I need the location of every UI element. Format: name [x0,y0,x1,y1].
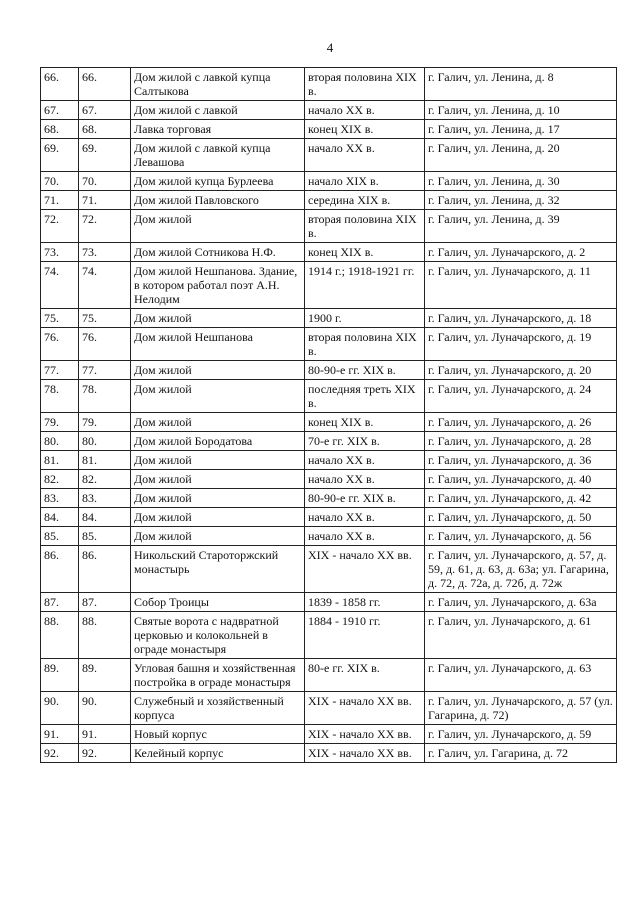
object-date: XIX - начало XX вв. [305,744,425,763]
object-number: 79. [79,413,131,432]
table-row [41,489,617,508]
object-name: Лавка торговая [131,120,305,139]
object-address: г. Галич, ул. Ленина, д. 30 [425,172,617,191]
object-date: начало XX в. [305,527,425,546]
object-number: 71. [79,191,131,210]
object-date: 80-90-е гг. XIX в. [305,489,425,508]
object-date: 1900 г. [305,309,425,328]
object-date: начало XX в. [305,470,425,489]
page-number: 4 [326,40,334,55]
table-row [41,328,617,361]
table-row [41,210,617,243]
object-address: г. Галич, ул. Луначарского, д. 56 [425,527,617,546]
row-number: 90. [41,692,79,725]
object-date: 1839 - 1858 гг. [305,593,425,612]
object-address: г. Галич, ул. Ленина, д. 32 [425,191,617,210]
object-date: конец XIX в. [305,120,425,139]
object-number: 85. [79,527,131,546]
object-name: Дом жилой [131,451,305,470]
table-row [41,659,617,692]
table-row [41,262,617,309]
object-number: 91. [79,725,131,744]
object-date: 1884 - 1910 гг. [305,612,425,659]
object-name: Дом жилой Нешпанова [131,328,305,361]
object-address: г. Галич, ул. Ленина, д. 8 [425,68,617,101]
object-name: Дом жилой [131,309,305,328]
object-number: 90. [79,692,131,725]
object-date: 1914 г.; 1918-1921 гг. [305,262,425,309]
object-number: 92. [79,744,131,763]
table-row [41,139,617,172]
object-date: XIX - начало XX вв. [305,725,425,744]
object-name: Никольский Староторжский монастырь [131,546,305,593]
object-date: 80-90-е гг. XIX в. [305,361,425,380]
object-address: г. Галич, ул. Луначарского, д. 36 [425,451,617,470]
table-row [41,101,617,120]
table-row [41,527,617,546]
object-address: г. Галич, ул. Луначарского, д. 57, д. 59, д. 61, д. 63, д. 63а; ул. Гагарина, д. 72, д. 72а, д. 72б, д. 72ж [425,546,617,593]
object-name: Дом жилой Павловского [131,191,305,210]
row-number: 83. [41,489,79,508]
object-date: вторая половина XIX в. [305,210,425,243]
object-name: Служебный и хозяйственный корпуса [131,692,305,725]
object-address: г. Галич, ул. Луначарского, д. 11 [425,262,617,309]
row-number: 74. [41,262,79,309]
object-name: Дом жилой Сотникова Н.Ф. [131,243,305,262]
object-address: г. Галич, ул. Гагарина, д. 72 [425,744,617,763]
object-address: г. Галич, ул. Луначарского, д. 28 [425,432,617,451]
object-name: Святые ворота с надвратной церковью и колокольней в ограде монастыря [131,612,305,659]
heritage-registry-table [40,67,617,763]
row-number: 75. [41,309,79,328]
object-address: г. Галич, ул. Луначарского, д. 2 [425,243,617,262]
object-name: Келейный корпус [131,744,305,763]
object-name: Дом жилой [131,380,305,413]
object-name: Дом жилой Нешпанова. Здание, в котором работал поэт А.Н. Нелодим [131,262,305,309]
object-number: 76. [79,328,131,361]
row-number: 89. [41,659,79,692]
object-date: вторая половина XIX в. [305,68,425,101]
row-number: 66. [41,68,79,101]
object-name: Дом жилой Бородатова [131,432,305,451]
row-number: 87. [41,593,79,612]
table-row [41,120,617,139]
object-address: г. Галич, ул. Ленина, д. 10 [425,101,617,120]
object-number: 83. [79,489,131,508]
registry-body [41,68,617,763]
object-number: 69. [79,139,131,172]
object-number: 89. [79,659,131,692]
object-number: 80. [79,432,131,451]
object-date: 70-е гг. XIX в. [305,432,425,451]
table-row [41,508,617,527]
object-number: 70. [79,172,131,191]
object-number: 81. [79,451,131,470]
table-row [41,593,617,612]
row-number: 72. [41,210,79,243]
row-number: 91. [41,725,79,744]
table-row [41,470,617,489]
object-address: г. Галич, ул. Луначарского, д. 26 [425,413,617,432]
object-address: г. Галич, ул. Луначарского, д. 57 (ул. Гагарина, д. 72) [425,692,617,725]
object-number: 86. [79,546,131,593]
object-address: г. Галич, ул. Луначарского, д. 19 [425,328,617,361]
table-row [41,692,617,725]
object-number: 84. [79,508,131,527]
table-row [41,172,617,191]
table-row [41,725,617,744]
object-name: Дом жилой [131,527,305,546]
object-address: г. Галич, ул. Ленина, д. 20 [425,139,617,172]
row-number: 84. [41,508,79,527]
object-number: 74. [79,262,131,309]
table-row [41,68,617,101]
object-date: конец XIX в. [305,413,425,432]
row-number: 81. [41,451,79,470]
table-row [41,361,617,380]
row-number: 88. [41,612,79,659]
object-name: Дом жилой с лавкой купца Салтыкова [131,68,305,101]
object-name: Дом жилой [131,508,305,527]
object-date: XIX - начало XX вв. [305,546,425,593]
object-name: Дом жилой [131,413,305,432]
row-number: 85. [41,527,79,546]
row-number: 68. [41,120,79,139]
object-address: г. Галич, ул. Луначарского, д. 20 [425,361,617,380]
object-address: г. Галич, ул. Луначарского, д. 63а [425,593,617,612]
object-date: середина XIX в. [305,191,425,210]
row-number: 67. [41,101,79,120]
row-number: 86. [41,546,79,593]
table-row [41,744,617,763]
object-number: 67. [79,101,131,120]
object-date: вторая половина XIX в. [305,328,425,361]
table-row [41,380,617,413]
object-address: г. Галич, ул. Ленина, д. 17 [425,120,617,139]
object-date: XIX - начало XX вв. [305,692,425,725]
object-address: г. Галич, ул. Луначарского, д. 18 [425,309,617,328]
row-number: 78. [41,380,79,413]
object-date: конец XIX в. [305,243,425,262]
table-row [41,413,617,432]
row-number: 80. [41,432,79,451]
object-number: 82. [79,470,131,489]
row-number: 71. [41,191,79,210]
row-number: 79. [41,413,79,432]
object-date: начало XIX в. [305,172,425,191]
object-address: г. Галич, ул. Луначарского, д. 61 [425,612,617,659]
object-number: 78. [79,380,131,413]
table-row [41,612,617,659]
table-row [41,451,617,470]
table-row [41,243,617,262]
object-number: 88. [79,612,131,659]
object-number: 72. [79,210,131,243]
object-address: г. Галич, ул. Луначарского, д. 24 [425,380,617,413]
object-name: Угловая башня и хозяйственная постройка в ограде монастыря [131,659,305,692]
object-name: Дом жилой [131,489,305,508]
object-date: начало XX в. [305,139,425,172]
table-row [41,432,617,451]
object-date: начало XX в. [305,451,425,470]
table-row [41,191,617,210]
object-address: г. Галич, ул. Луначарского, д. 59 [425,725,617,744]
row-number: 70. [41,172,79,191]
table-row [41,309,617,328]
object-name: Дом жилой купца Бурлеева [131,172,305,191]
object-name: Дом жилой [131,470,305,489]
object-address: г. Галич, ул. Луначарского, д. 40 [425,470,617,489]
object-number: 75. [79,309,131,328]
object-date: 80-е гг. XIX в. [305,659,425,692]
object-name: Новый корпус [131,725,305,744]
object-name: Дом жилой с лавкой купца Левашова [131,139,305,172]
object-address: г. Галич, ул. Луначарского, д. 63 [425,659,617,692]
object-number: 73. [79,243,131,262]
object-date: последняя треть XIX в. [305,380,425,413]
object-name: Собор Троицы [131,593,305,612]
row-number: 82. [41,470,79,489]
table-row [41,546,617,593]
object-date: начало XX в. [305,101,425,120]
row-number: 92. [41,744,79,763]
object-number: 66. [79,68,131,101]
row-number: 77. [41,361,79,380]
object-address: г. Галич, ул. Ленина, д. 39 [425,210,617,243]
object-number: 87. [79,593,131,612]
object-name: Дом жилой [131,361,305,380]
object-address: г. Галич, ул. Луначарского, д. 50 [425,508,617,527]
row-number: 76. [41,328,79,361]
row-number: 73. [41,243,79,262]
object-date: начало XX в. [305,508,425,527]
object-number: 77. [79,361,131,380]
object-name: Дом жилой [131,210,305,243]
object-name: Дом жилой с лавкой [131,101,305,120]
object-address: г. Галич, ул. Луначарского, д. 42 [425,489,617,508]
object-number: 68. [79,120,131,139]
row-number: 69. [41,139,79,172]
